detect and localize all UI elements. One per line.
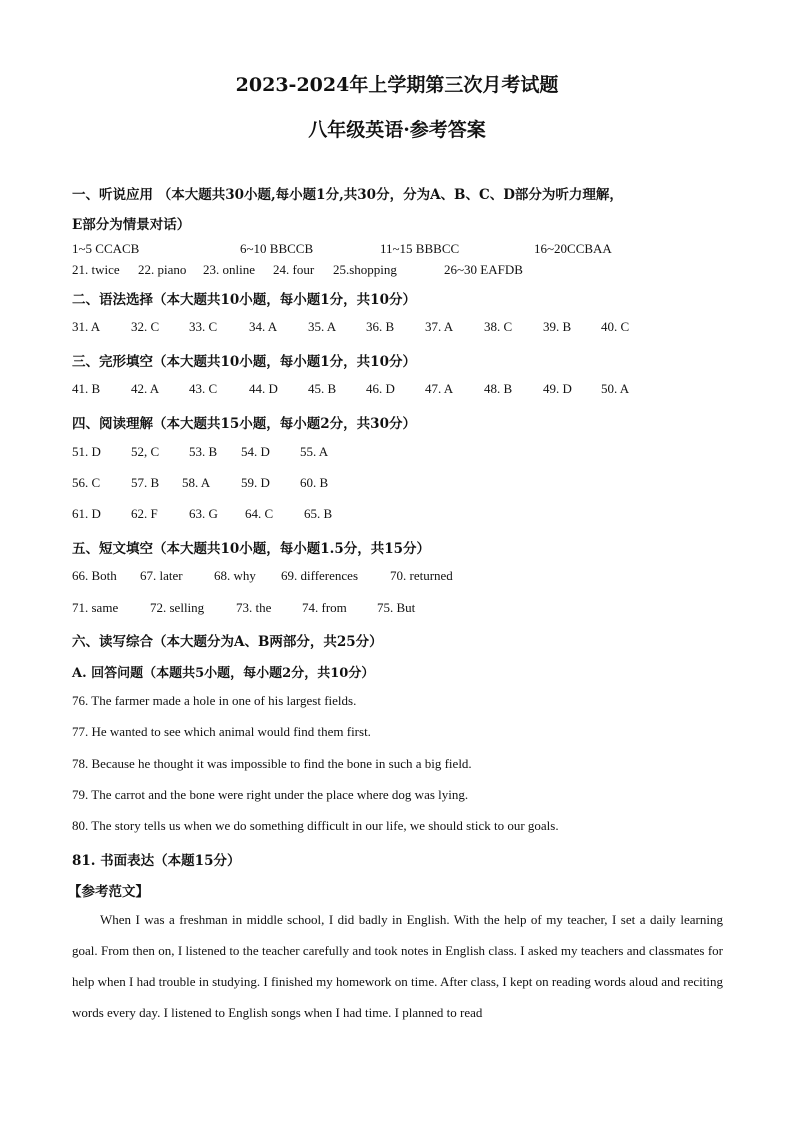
part-a-heading: A. 回答问题（本题共5小题，每小题2分，共10分） xyxy=(72,666,375,681)
sample-essay-paragraph: When I was a freshman in middle school, I did badly in English. With the help of my teacher, I set a daily learning goal. From then on, I listened to the teacher carefully and took notes in English class. I asked my teachers and classmates for help when I had trouble in studying. I finished my homework on time. After class, I kept on reading words aloud and reciting words every day. I listened to English songs when I had time. I planned to read xyxy=(72,912,723,1020)
answer-line: 78. Because he thought it was impossible to find the bone in such a big field. xyxy=(72,756,472,771)
answer-group: 11~15 BBBCC xyxy=(380,241,460,256)
answer-item: 40. C xyxy=(601,319,630,334)
answer-item: 62. F xyxy=(131,506,158,521)
answer-item: 31. A xyxy=(72,319,101,334)
answer-item: 54. D xyxy=(241,444,270,459)
answer-item: 72. selling xyxy=(150,600,205,615)
answer-item: 33. C xyxy=(189,319,218,334)
answer-item: 21. twice xyxy=(72,262,120,277)
answer-item: 71. same xyxy=(72,600,119,615)
answer-item: 34. A xyxy=(249,319,278,334)
answer-item: 64. C xyxy=(245,506,274,521)
answer-item: 47. A xyxy=(425,381,454,396)
answer-item: 57. B xyxy=(131,475,160,490)
section1-heading-cont: E部分为情景对话） xyxy=(72,217,191,233)
answer-item: 42. A xyxy=(131,381,160,396)
answer-item: 46. D xyxy=(366,381,395,396)
answer-item: 52, C xyxy=(131,444,160,459)
answer-item: 75. But xyxy=(377,600,416,615)
answer-item: 67. later xyxy=(140,568,183,583)
section6-heading: 六、读写综合（本大题分为A、B两部分，共25分） xyxy=(72,634,383,650)
exam-title: 2023-2024年上学期第三次月考试题 xyxy=(235,74,559,96)
answer-line: 77. He wanted to see which animal would find them first. xyxy=(72,724,371,739)
answer-item: 24. four xyxy=(273,262,315,277)
answer-item: 43. C xyxy=(189,381,218,396)
answer-item: 44. D xyxy=(249,381,278,396)
answer-item: 39. B xyxy=(543,319,572,334)
answer-item: 69. differences xyxy=(281,568,359,583)
answer-item: 37. A xyxy=(425,319,454,334)
answer-item: 35. A xyxy=(308,319,337,334)
answer-item: 23. online xyxy=(203,262,255,277)
answer-item: 41. B xyxy=(72,381,101,396)
answer-key-subtitle: 八年级英语·参考答案 xyxy=(308,119,486,141)
answer-item: 66. Both xyxy=(72,568,117,583)
answer-item: 59. D xyxy=(241,475,270,490)
answer-group: 26~30 EAFDB xyxy=(444,262,523,277)
answer-item: 38. C xyxy=(484,319,513,334)
answer-item: 63. G xyxy=(189,506,218,521)
answer-item: 68. why xyxy=(214,568,256,583)
answer-group: 16~20CCBAA xyxy=(534,241,612,256)
answer-item: 22. piano xyxy=(138,262,187,277)
answer-line: 79. The carrot and the bone were right under the place where dog was lying. xyxy=(72,787,469,802)
answer-group: 1~5 CCACB xyxy=(72,241,140,256)
answer-item: 51. D xyxy=(72,444,101,459)
writing-task-heading: 81. 书面表达（本题15分） xyxy=(72,853,241,869)
sample-essay-label: 【参考范文】 xyxy=(68,884,149,900)
answer-item: 58. A xyxy=(182,475,211,490)
section5-heading: 五、短文填空（本大题共10小题，每小题1.5分，共15分） xyxy=(72,541,431,557)
section4-heading: 四、阅读理解（本大题共15小题，每小题2分，共30分） xyxy=(72,416,416,432)
answer-item: 50. A xyxy=(601,381,630,396)
section2-heading: 二、语法选择（本大题共10小题，每小题1分，共10分） xyxy=(72,292,416,308)
answer-item: 61. D xyxy=(72,506,101,521)
section1-heading: 一、听说应用 （本大题共30小题,每小题1分,共30分，分为A、B、C、D部分为听力理解， xyxy=(72,187,623,203)
answer-item: 49. D xyxy=(543,381,572,396)
answer-item: 25.shopping xyxy=(333,262,397,277)
answer-item: 53. B xyxy=(189,444,218,459)
answer-item: 48. B xyxy=(484,381,513,396)
answer-item: 56. C xyxy=(72,475,101,490)
answer-item: 65. B xyxy=(304,506,333,521)
section3-heading: 三、完形填空（本大题共10小题，每小题1分，共10分） xyxy=(72,354,416,370)
answer-item: 55. A xyxy=(300,444,329,459)
answer-item: 36. B xyxy=(366,319,395,334)
answer-line: 76. The farmer made a hole in one of his largest fields. xyxy=(72,693,357,708)
answer-item: 60. B xyxy=(300,475,329,490)
answer-item: 73. the xyxy=(236,600,272,615)
answer-item: 45. B xyxy=(308,381,337,396)
answer-item: 74. from xyxy=(302,600,347,615)
answer-item: 70. returned xyxy=(390,568,453,583)
answer-line: 80. The story tells us when we do something difficult in our life, we should stick to our goals. xyxy=(72,818,559,833)
answer-item: 32. C xyxy=(131,319,160,334)
answer-group: 6~10 BBCCB xyxy=(240,241,314,256)
